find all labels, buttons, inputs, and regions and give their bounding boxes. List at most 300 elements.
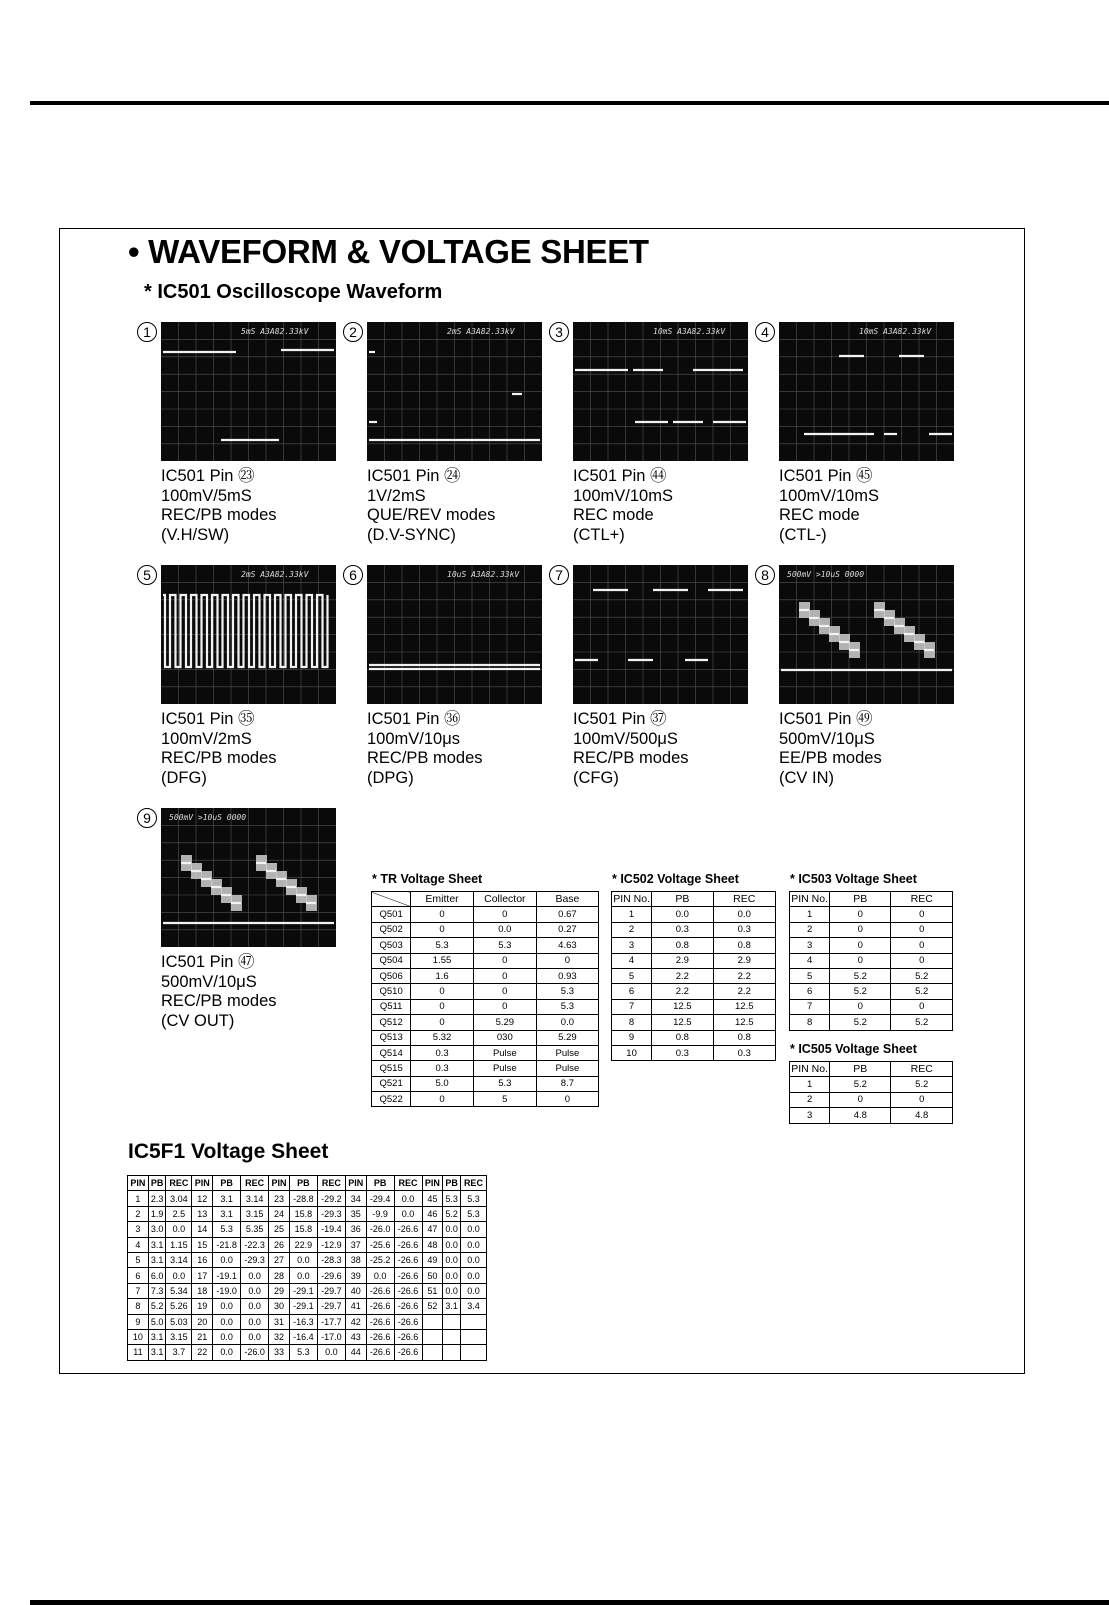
bottom-rule (30, 1600, 1109, 1605)
caption-mode: REC/PB modes (161, 506, 277, 525)
table-cell: 26 (269, 1237, 290, 1252)
table-row (128, 1268, 487, 1283)
table-cell: 0.3 (411, 1061, 474, 1076)
table-row (790, 922, 953, 937)
column-header: PIN (345, 1176, 366, 1191)
table-cell: 0 (830, 1092, 891, 1107)
table-cell: 0.8 (713, 1030, 775, 1045)
table-row (790, 1108, 953, 1123)
table-row (612, 999, 776, 1014)
table-cell: 5 (473, 1092, 536, 1107)
table-cell: 22.9 (289, 1237, 317, 1252)
column-header: PIN (269, 1176, 290, 1191)
column-header: PB (830, 892, 891, 907)
oscilloscope-screen (161, 322, 336, 461)
table-cell: 0.27 (536, 922, 598, 937)
table-row (612, 1015, 776, 1030)
table-cell: 8 (612, 1015, 652, 1030)
column-header: REC (394, 1176, 422, 1191)
table-cell: 51 (422, 1283, 443, 1298)
table-cell: 12.5 (713, 999, 775, 1014)
table-cell: -26.6 (366, 1283, 394, 1298)
caption-mode: REC/PB modes (161, 749, 277, 768)
caption-scale: 100mV/2mS (161, 729, 252, 748)
table-cell: 0.0 (241, 1283, 269, 1298)
table-cell: 5.2 (148, 1299, 166, 1314)
table-cell: 0.0 (289, 1252, 317, 1267)
table-cell: 5.2 (830, 1077, 891, 1092)
table-cell: -26.6 (366, 1314, 394, 1329)
caption-signal: (CV IN) (779, 768, 834, 787)
table-cell: -28.3 (317, 1252, 345, 1267)
table-cell: -26.6 (394, 1268, 422, 1283)
table-cell: 0.8 (713, 938, 775, 953)
table-cell: 9 (612, 1030, 652, 1045)
waveform-number: 5 (137, 565, 157, 585)
table-row (128, 1237, 487, 1252)
table-cell: Q514 (372, 1045, 411, 1060)
table-cell: 0.0 (366, 1268, 394, 1283)
table-cell: 5.3 (473, 938, 536, 953)
table-row (612, 907, 776, 922)
table-cell: 0.0 (166, 1222, 192, 1237)
table-cell: 0 (891, 953, 953, 968)
table-row (372, 1061, 599, 1076)
table-cell: 3.1 (148, 1329, 166, 1344)
table-row (790, 999, 953, 1014)
table-cell: 38 (345, 1252, 366, 1267)
table-cell: 19 (192, 1299, 213, 1314)
table-cell: -19.1 (213, 1268, 241, 1283)
table-cell: 0.0 (241, 1314, 269, 1329)
table-cell: 12.5 (652, 999, 713, 1014)
table-cell: 4 (612, 953, 652, 968)
oscilloscope-screen (779, 322, 954, 461)
table-cell: 3.1 (213, 1206, 241, 1221)
scope-readout: 5mS A3A82.33kV (241, 327, 309, 336)
table-cell: 5 (128, 1252, 149, 1267)
caption-signal: (V.H/SW) (161, 525, 230, 544)
table-cell: 0 (411, 907, 474, 922)
table-cell: 0.3 (713, 1045, 775, 1060)
column-header: PIN No. (613, 893, 650, 906)
caption-pin: IC501 Pin ㊲ (573, 710, 667, 728)
table-row (128, 1222, 487, 1237)
table-cell: 15.8 (289, 1222, 317, 1237)
table-cell: 0 (411, 922, 474, 937)
table-cell: -9.9 (366, 1206, 394, 1221)
column-header: REC (166, 1176, 192, 1191)
waveform-caption (779, 467, 879, 545)
caption-scale: 500mV/10μS (779, 729, 875, 748)
table-cell: 0 (411, 984, 474, 999)
caption-pin: IC501 Pin ㉓ (161, 467, 255, 485)
table-cell: 33 (269, 1345, 290, 1360)
scope-readout: 500mV >10uS 0000 (169, 813, 247, 822)
column-header: REC (317, 1176, 345, 1191)
table-cell: -29.1 (289, 1299, 317, 1314)
ic5f1-voltage-table (127, 1175, 487, 1361)
table-cell: 27 (269, 1252, 290, 1267)
table-cell: 2.9 (713, 953, 775, 968)
table-cell: 41 (345, 1299, 366, 1314)
table-row (790, 1015, 953, 1030)
top-rule (30, 101, 1109, 105)
table-cell: 15 (192, 1237, 213, 1252)
table-cell: -26.0 (241, 1345, 269, 1360)
waveform-4 (761, 322, 979, 552)
waveform-caption (573, 467, 673, 545)
table-cell: -19.0 (213, 1283, 241, 1298)
table-cell (443, 1329, 461, 1344)
table-cell: 0 (830, 938, 891, 953)
table-cell: 5.0 (148, 1314, 166, 1329)
table-cell (460, 1314, 486, 1329)
table-cell: 6 (128, 1268, 149, 1283)
table-cell: 0 (891, 938, 953, 953)
table-cell: 25 (269, 1222, 290, 1237)
caption-mode: REC mode (779, 506, 860, 525)
table-cell: Pulse (536, 1061, 598, 1076)
table-cell: Q510 (372, 984, 411, 999)
table-cell: -26.6 (394, 1237, 422, 1252)
table-row (612, 984, 776, 999)
table-cell: -26.6 (366, 1299, 394, 1314)
table-cell: 4 (128, 1237, 149, 1252)
table-cell: 3.4 (460, 1299, 486, 1314)
table-row (372, 1030, 599, 1045)
table-cell (460, 1329, 486, 1344)
scope-readout: 500mV >10uS 0000 (787, 570, 865, 579)
scope-readout: 10uS A3A82.33kV (447, 570, 520, 579)
table-cell: 0.0 (460, 1237, 486, 1252)
ic505-voltage-table (789, 1061, 953, 1124)
table-cell: 2.3 (148, 1191, 166, 1206)
table-cell: 22 (192, 1345, 213, 1360)
ic5f1-sheet-title: IC5F1 Voltage Sheet (128, 1140, 329, 1163)
table-row (128, 1206, 487, 1221)
table-cell: 5.3 (411, 938, 474, 953)
table-cell: 0 (830, 922, 891, 937)
table-cell: 0.8 (652, 938, 713, 953)
table-cell: 1.15 (166, 1237, 192, 1252)
table-cell: 5.0 (411, 1076, 474, 1091)
table-cell: 5.2 (443, 1206, 461, 1221)
table-cell: Q502 (372, 922, 411, 937)
table-cell: 0.0 (289, 1268, 317, 1283)
caption-scale: 100mV/10mS (779, 486, 879, 505)
table-cell: 0 (473, 968, 536, 983)
table-cell: -29.6 (317, 1268, 345, 1283)
table-row (128, 1345, 487, 1360)
table-cell: 12.5 (652, 1015, 713, 1030)
table-cell: 0.0 (394, 1191, 422, 1206)
table-cell: 35 (345, 1206, 366, 1221)
table-cell: 6 (612, 984, 652, 999)
table-row (372, 984, 599, 999)
table-cell (443, 1345, 461, 1360)
table-cell: 5.29 (473, 1015, 536, 1030)
table-cell: 3.14 (241, 1191, 269, 1206)
table-cell: 5.35 (241, 1222, 269, 1237)
caption-pin: IC501 Pin ㊼ (161, 953, 255, 971)
table-cell: Q512 (372, 1015, 411, 1030)
table-cell: 0.8 (652, 1030, 713, 1045)
table-cell: 5.2 (891, 1015, 953, 1030)
caption-scale: 1V/2mS (367, 486, 426, 505)
table-cell: 6.0 (148, 1268, 166, 1283)
scope-readout: 2mS A3A82.33kV (241, 570, 309, 579)
table-cell: Pulse (473, 1061, 536, 1076)
table-cell: 2 (612, 922, 652, 937)
tr-voltage-table (371, 891, 599, 1107)
table-cell: 10 (128, 1329, 149, 1344)
column-header: PB (148, 1176, 166, 1191)
waveform-caption (161, 710, 277, 788)
table-cell: 5.2 (891, 968, 953, 983)
table-row (790, 953, 953, 968)
table-cell: 4.8 (891, 1108, 953, 1123)
caption-scale: 100mV/10mS (573, 486, 673, 505)
waveform-1 (143, 322, 361, 552)
table-cell: Q522 (372, 1092, 411, 1107)
table-cell: -26.6 (394, 1299, 422, 1314)
table-cell: -25.6 (366, 1237, 394, 1252)
table-cell: 44 (345, 1345, 366, 1360)
table-cell: 8 (790, 1015, 830, 1030)
table-cell: 3 (790, 1108, 830, 1123)
column-header: REC (891, 892, 953, 907)
table-cell: 4 (790, 953, 830, 968)
table-row (128, 1329, 487, 1344)
table-row (612, 1045, 776, 1060)
column-header: PIN (128, 1176, 149, 1191)
table-header-row (790, 1062, 953, 1077)
table-cell: 0.0 (213, 1345, 241, 1360)
table-cell: 3.1 (213, 1191, 241, 1206)
table-cell: -28.8 (289, 1191, 317, 1206)
table-cell: -29.7 (317, 1299, 345, 1314)
table-cell: 7 (128, 1283, 149, 1298)
table-cell: -22.3 (241, 1237, 269, 1252)
table-row (790, 938, 953, 953)
table-cell: -26.6 (394, 1283, 422, 1298)
table-cell: 0.0 (536, 1015, 598, 1030)
table-cell: 0.67 (536, 907, 598, 922)
ic502-voltage-table (611, 891, 776, 1061)
table-cell: 3.1 (443, 1299, 461, 1314)
table-row (128, 1252, 487, 1267)
caption-signal: (DPG) (367, 768, 414, 787)
table-cell: 5.3 (536, 999, 598, 1014)
caption-pin: IC501 Pin ㊺ (779, 467, 873, 485)
table-cell: 36 (345, 1222, 366, 1237)
table-cell: 3.1 (148, 1252, 166, 1267)
table-cell: 3.04 (166, 1191, 192, 1206)
table-cell: 2.5 (166, 1206, 192, 1221)
table-header-row (790, 892, 953, 907)
table-cell: 0 (891, 999, 953, 1014)
table-cell: -26.6 (394, 1222, 422, 1237)
table-cell: 52 (422, 1299, 443, 1314)
table-cell: 12.5 (713, 1015, 775, 1030)
table-cell: 0.0 (443, 1283, 461, 1298)
waveform-caption (161, 467, 277, 545)
table-cell: 3.7 (166, 1345, 192, 1360)
table-cell: 2 (790, 1092, 830, 1107)
table-cell: 1 (612, 907, 652, 922)
caption-mode: EE/PB modes (779, 749, 882, 768)
table-cell: 2 (790, 922, 830, 937)
waveform-6 (349, 565, 567, 795)
table-cell: Q503 (372, 938, 411, 953)
table-cell: 10 (612, 1045, 652, 1060)
table-cell: 16 (192, 1252, 213, 1267)
caption-signal: (DFG) (161, 768, 207, 787)
table-cell (443, 1314, 461, 1329)
table-cell: 0 (473, 999, 536, 1014)
column-header: PB (213, 1176, 241, 1191)
caption-mode: REC/PB modes (367, 749, 483, 768)
table-cell: 43 (345, 1329, 366, 1344)
table-cell: 0.0 (460, 1252, 486, 1267)
table-header-row (128, 1176, 487, 1191)
table-cell: 1 (128, 1191, 149, 1206)
waveform-5 (143, 565, 361, 795)
waveform-number: 2 (343, 322, 363, 342)
table-row (790, 1092, 953, 1107)
table-cell: 1 (790, 907, 830, 922)
column-header: PIN No. (791, 1063, 828, 1076)
table-cell: 5.3 (536, 984, 598, 999)
table-row (372, 1092, 599, 1107)
table-cell: -16.4 (289, 1329, 317, 1344)
table-cell: 0 (473, 953, 536, 968)
oscilloscope-screen (779, 565, 954, 704)
caption-signal: (CTL+) (573, 525, 625, 544)
table-cell: -12.9 (317, 1237, 345, 1252)
table-cell: 5.26 (166, 1299, 192, 1314)
caption-pin: IC501 Pin ㉔ (367, 467, 461, 485)
table-cell: -26.6 (394, 1252, 422, 1267)
caption-scale: 100mV/500μS (573, 729, 678, 748)
table-cell: 0.0 (213, 1329, 241, 1344)
table-cell: 7.3 (148, 1283, 166, 1298)
table-cell: -17.7 (317, 1314, 345, 1329)
table-cell: 0.93 (536, 968, 598, 983)
table-cell: 0.0 (460, 1222, 486, 1237)
table-cell: 46 (422, 1206, 443, 1221)
table-row (372, 968, 599, 983)
table-cell: 0 (830, 907, 891, 922)
column-header: Emitter (411, 892, 474, 907)
table-cell: 0.0 (213, 1314, 241, 1329)
column-header: PB (289, 1176, 317, 1191)
table-cell: 5.2 (830, 1015, 891, 1030)
table-cell: 0 (473, 907, 536, 922)
table-cell: 5.03 (166, 1314, 192, 1329)
table-header-row (372, 892, 599, 907)
caption-mode: REC/PB modes (573, 749, 689, 768)
table-cell: 0.0 (241, 1329, 269, 1344)
table-cell: -21.8 (213, 1237, 241, 1252)
table-cell: 5.2 (891, 1077, 953, 1092)
table-cell: 34 (345, 1191, 366, 1206)
table-cell: 0.0 (241, 1268, 269, 1283)
table-row (128, 1283, 487, 1298)
table-row (372, 1015, 599, 1030)
column-header: REC (241, 1176, 269, 1191)
table-cell: 0.0 (213, 1299, 241, 1314)
table-cell: -29.3 (317, 1206, 345, 1221)
caption-pin: IC501 Pin ㊱ (367, 710, 461, 728)
caption-signal: (CV OUT) (161, 1011, 235, 1030)
oscilloscope-screen (573, 322, 748, 461)
table-cell: 5 (790, 968, 830, 983)
table-cell: -26.6 (394, 1314, 422, 1329)
table-cell: 3.14 (166, 1252, 192, 1267)
table-cell: 3 (128, 1222, 149, 1237)
table-cell: 31 (269, 1314, 290, 1329)
table-cell: 0.0 (241, 1299, 269, 1314)
column-header: REC (460, 1176, 486, 1191)
table-cell: 3.1 (148, 1345, 166, 1360)
table-cell: 45 (422, 1191, 443, 1206)
table-row (372, 922, 599, 937)
table-cell: Q504 (372, 953, 411, 968)
table-cell: 4.63 (536, 938, 598, 953)
table-cell (422, 1345, 443, 1360)
table-cell: -25.2 (366, 1252, 394, 1267)
table-cell: 0.3 (713, 922, 775, 937)
waveform-9 (143, 808, 361, 1038)
column-header: PB (443, 1176, 461, 1191)
table-cell: 0 (411, 999, 474, 1014)
table-cell: 0.0 (166, 1268, 192, 1283)
caption-mode: QUE/REV modes (367, 506, 496, 525)
table-cell: 42 (345, 1314, 366, 1329)
table-row (790, 968, 953, 983)
table-cell: 4.8 (830, 1108, 891, 1123)
caption-signal: (D.V-SYNC) (367, 525, 456, 544)
page-title: • WAVEFORM & VOLTAGE SHEET (128, 233, 649, 270)
table-cell: 14 (192, 1222, 213, 1237)
table-cell: -19.4 (317, 1222, 345, 1237)
oscilloscope-screen (367, 565, 542, 704)
table-row (612, 938, 776, 953)
table-cell: 0.0 (394, 1206, 422, 1221)
table-cell: -26.6 (394, 1345, 422, 1360)
column-header: REC (713, 892, 775, 907)
table-cell: 0.0 (473, 922, 536, 937)
ic505-sheet-title: * IC505 Voltage Sheet (790, 1042, 917, 1056)
table-cell: 1.55 (411, 953, 474, 968)
table-row (612, 922, 776, 937)
table-cell: 0.0 (443, 1237, 461, 1252)
table-cell: Pulse (473, 1045, 536, 1060)
waveform-caption (779, 710, 882, 788)
table-cell: Q521 (372, 1076, 411, 1091)
table-cell: Q506 (372, 968, 411, 983)
sheet-frame (59, 228, 1025, 1374)
column-header: Collector (473, 892, 536, 907)
table-cell: 39 (345, 1268, 366, 1283)
table-cell: 0 (536, 1092, 598, 1107)
column-header: PB (830, 1062, 891, 1077)
table-row (128, 1191, 487, 1206)
oscilloscope-screen (367, 322, 542, 461)
table-cell (422, 1329, 443, 1344)
